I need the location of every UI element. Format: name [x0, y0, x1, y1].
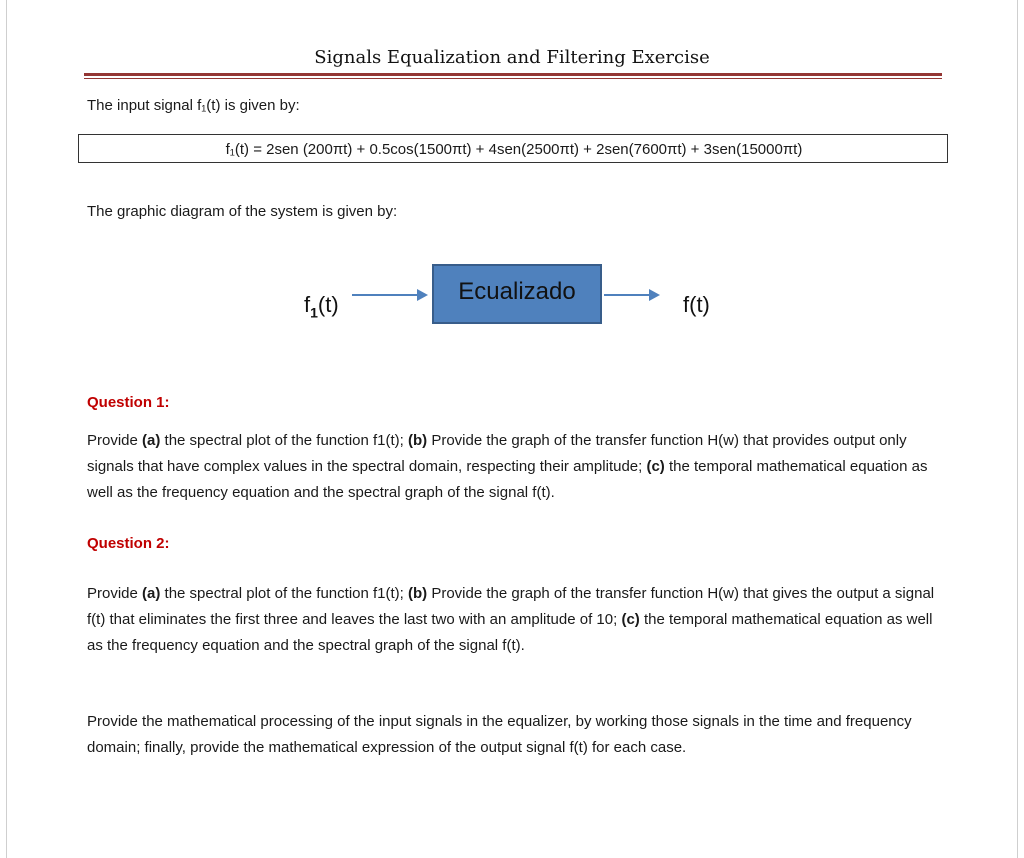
- output-signal-label: f(t): [683, 292, 710, 317]
- page-edge-right: [1017, 0, 1018, 858]
- equation-box: [78, 134, 948, 163]
- q1-part-a: (a): [142, 432, 161, 449]
- input-arrow-head: [417, 289, 428, 301]
- title-rule-thick: [84, 73, 942, 76]
- question-2-body: [87, 581, 947, 659]
- final-instructions: Provide the mathematical processing of the input signals in the equalizer, by working those signals in the time and frequency domain; finally, provide the mathematical expression of the output signal f(t) for each case.: [87, 713, 912, 756]
- q2-part-c: (c): [621, 611, 640, 628]
- q1-text: Provide the graph of the transfer function H(w) that provides output only signals that have complex values in the spectral domain, respecting their amplitude;: [87, 432, 907, 475]
- q1-text: the temporal mathematical equation as well as the frequency equation and the spectral graph of the signal f(t).: [87, 458, 928, 501]
- equalizer-block-label: Ecualizado: [458, 278, 576, 305]
- document-title: Signals Equalization and Filtering Exercise: [314, 47, 710, 68]
- q1-part-b: (b): [408, 432, 428, 449]
- q2-text: Provide: [87, 585, 143, 602]
- system-diagram: [0, 255, 1024, 335]
- input-signal-equation: f₁(t) = 2sen (200πt) + 0.5cos(1500πt) + 4sen(2500πt) + 2sen(7600πt) + 3sen(15000πt): [225, 141, 803, 158]
- q2-text: Provide the graph of the transfer function H(w) that gives the output a signal f(t) that eliminates the first three and leaves the last two with an amplitude of 10;: [87, 585, 935, 628]
- q1-text: the spectral plot of the function f1(t);: [160, 432, 409, 449]
- output-arrow-head: [649, 289, 660, 301]
- q1-part-c: (c): [646, 458, 665, 475]
- input-signal-f: f: [304, 292, 311, 317]
- title-rule-thin: [84, 78, 942, 79]
- page-edge-left: [6, 0, 7, 858]
- question-1-body: [87, 428, 947, 506]
- diagram-intro-text: The graphic diagram of the system is given by:: [87, 203, 398, 220]
- q2-part-b: (b): [408, 585, 428, 602]
- equalizer-block: [432, 264, 602, 324]
- input-signal-subscript: 1: [310, 304, 318, 321]
- q2-part-a: (a): [142, 585, 161, 602]
- question-2-heading: Question 2:: [87, 535, 170, 552]
- q2-text: the temporal mathematical equation as well as the frequency equation and the spectral graph of the signal f(t).: [87, 611, 933, 654]
- question-1-heading: Question 1:: [87, 394, 170, 411]
- intro-text: The input signal f₁(t) is given by:: [87, 97, 300, 114]
- input-signal-label: [304, 292, 339, 320]
- input-signal-arg: (t): [317, 292, 339, 317]
- q2-text: the spectral plot of the function f1(t);: [160, 585, 409, 602]
- q1-text: Provide: [87, 432, 143, 449]
